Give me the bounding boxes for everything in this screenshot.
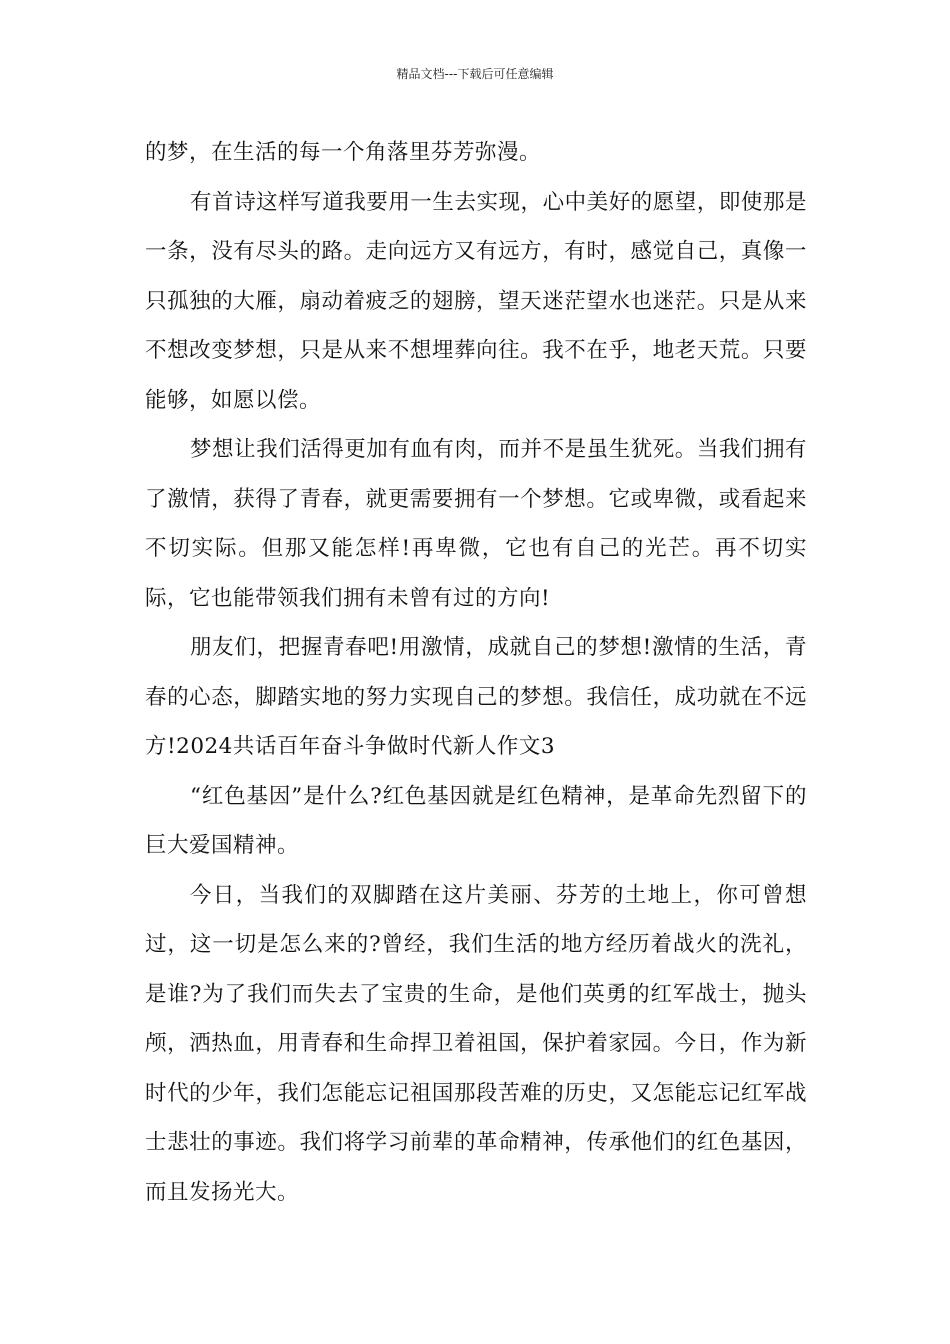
paragraph-1: 的梦，在生活的每一个角落里芬芳弥漫。 (145, 140, 542, 165)
paragraph-3: 梦想让我们活得更加有血有肉，而并不是虽生犹死。当我们拥有了激情，获得了青春，就更需要拥有一个梦想。它或卑微，或看起来不切实际。但那又能怎样!再卑微，它也有自己的光芒。再不切实际，它也能带领我们拥有未曾有过的方向! (145, 437, 807, 611)
paragraph-6: 今日，当我们的双脚踏在这片美丽、芬芳的土地上，你可曾想过，这一切是怎么来的?曾经，我们生活的地方经历着战火的洗礼，是谁?为了我们而失去了宝贵的生命，是他们英勇的红军战士，抛头颅，洒热血，用青春和生命捍卫着祖国，保护着家园。今日，作为新时代的少年，我们怎能忘记祖国那段苦难的历史，又怎能忘记红军战士悲壮的事迹。我们将学习前辈的革命精神，传承他们的红色基因，而且发扬光大。 (145, 882, 807, 1205)
page-header: 精品文档---下载后可任意编辑 (396, 67, 554, 81)
paragraph-2: 有首诗这样写道我要用一生去实现，心中美好的愿望，即使那是一条，没有尽头的路。走向远方又有远方，有时，感觉自己，真像一只孤独的大雁，扇动着疲乏的翅膀，望天迷茫望水也迷茫。只是从来不想改变梦想，只是从来不想埋葬向往。我不在乎，地老天荒。只要能够，如愿以偿。 (145, 189, 807, 413)
paragraph-4: 朋友们，把握青春吧!用激情，成就自己的梦想!激情的生活，青春的心态，脚踏实地的努力实现自己的梦想。我信任，成功就在不远方!2024共话百年奋斗争做时代新人作文3 (145, 635, 807, 759)
document-body (145, 128, 807, 1217)
paragraph-5: “红色基因”是什么?红色基因就是红色精神，是革命先烈留下的巨大爱国精神。 (145, 783, 807, 858)
